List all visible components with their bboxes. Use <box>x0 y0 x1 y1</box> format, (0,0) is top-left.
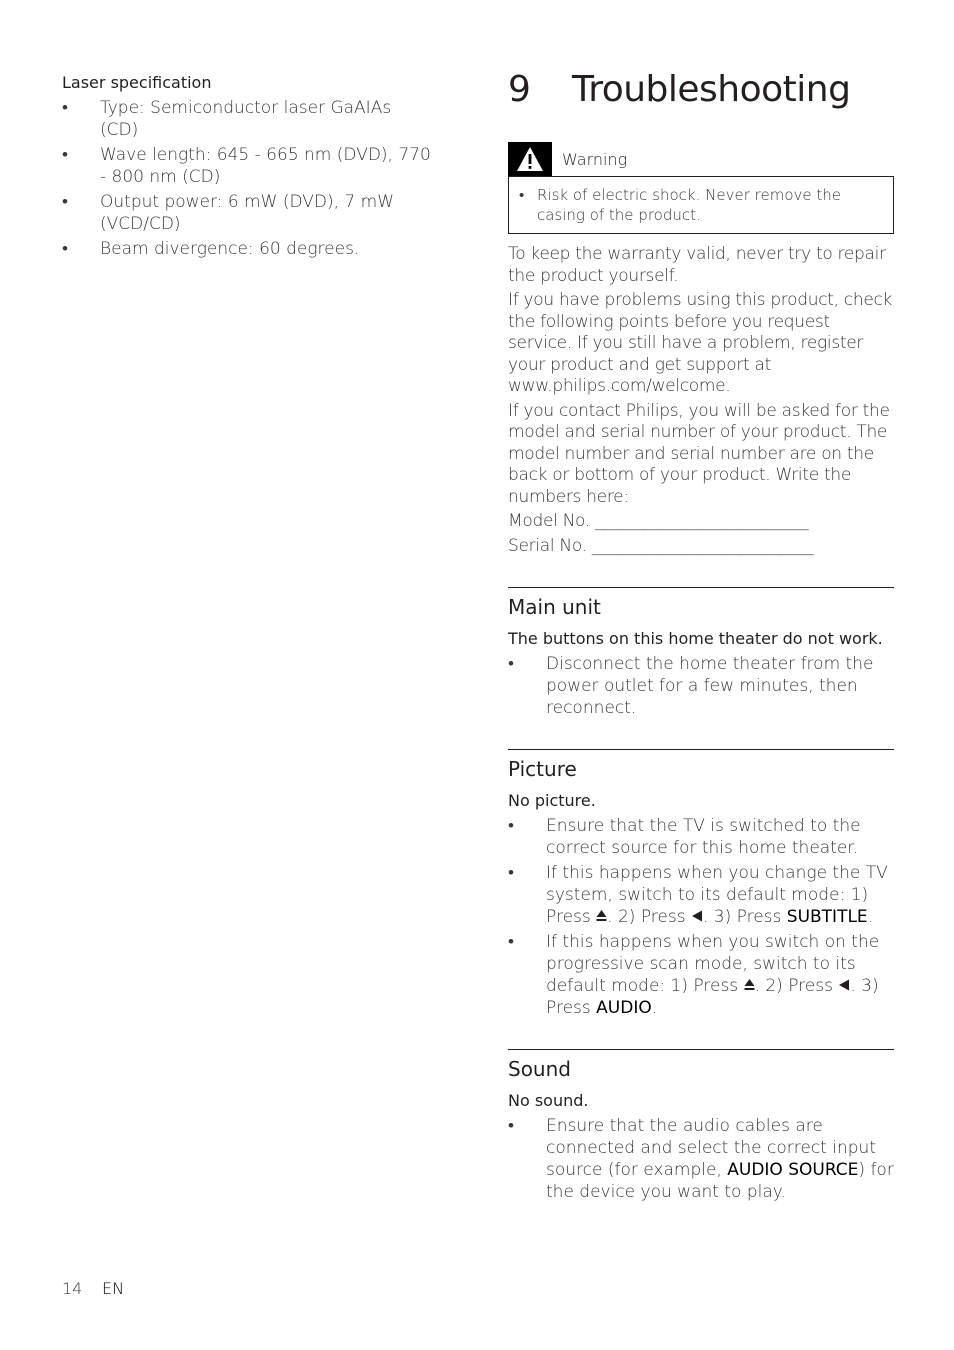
bullet-icon: • <box>508 932 514 952</box>
bullet-icon: • <box>62 98 68 118</box>
list-item: • Disconnect the home theater from the power outlet for a few minutes, then reconnect. <box>508 654 874 718</box>
list-item: • If this happens when you switch on the progressive scan mode, switch to its default mode: 1) Press . 2) Press . 3) Press AUDIO. <box>508 932 880 1018</box>
audio-key: AUDIO <box>596 998 652 1018</box>
laser-spec-block <box>62 72 432 260</box>
bullet-icon: • <box>519 186 525 204</box>
model-number-line: Model No. __________________________ <box>508 511 809 531</box>
bullet-icon: • <box>508 863 514 883</box>
page-footer <box>62 1279 124 1298</box>
warning-header <box>508 142 894 176</box>
warning-box <box>508 176 894 234</box>
left-arrow-icon <box>838 976 850 996</box>
bullet-icon: • <box>62 192 68 212</box>
list-item: • Type: Semiconductor laser GaAIAs (CD) <box>62 98 392 140</box>
language-code: EN <box>102 1279 125 1298</box>
issue-heading: No picture. <box>508 791 596 810</box>
list-item: • Risk of electric shock. Never remove the casing of the product. <box>519 186 841 224</box>
bullet-icon: • <box>508 816 514 836</box>
bullet-icon: • <box>62 239 68 259</box>
audio-source-key: AUDIO SOURCE <box>727 1160 859 1180</box>
intro-paragraph: If you contact Philips, you will be asked for the model and serial number of your product. The model number and serial number are on the back or bottom of your product. Write the numbers here: <box>508 400 890 507</box>
section-title: Picture <box>508 757 577 781</box>
chapter-number: 9 <box>508 69 531 110</box>
page-number: 14 <box>62 1279 83 1298</box>
list-item: • Wave length: 645 - 665 nm (DVD), 770 - 800 nm (CD) <box>62 145 431 187</box>
serial-number-line: Serial No. ___________________________ <box>508 535 814 556</box>
chapter-title-text: Troubleshooting <box>572 69 851 110</box>
eject-icon <box>744 976 755 996</box>
bullet-icon: • <box>62 145 68 165</box>
intro-paragraph: To keep the warranty valid, never try to repair the product yourself. <box>508 244 886 286</box>
list-item: • Beam divergence: 60 degrees. <box>62 239 360 259</box>
eject-icon <box>596 907 607 927</box>
chapter-title <box>508 68 894 112</box>
intro-paragraph: If you have problems using this product, check the following points before you request service. If you still have a problem, register your product and get support at www.philips.com/welcome. <box>508 290 893 396</box>
section-title: Sound <box>508 1057 571 1081</box>
section-sound <box>508 1049 894 1203</box>
left-arrow-icon <box>691 907 703 927</box>
bullet-icon: • <box>508 1116 514 1136</box>
troubleshooting-column <box>508 68 894 1203</box>
issue-heading: No sound. <box>508 1091 589 1110</box>
list-item: • If this happens when you change the TV system, switch to its default mode: 1) Press . 2) Press . 3) Press SUBTITLE. <box>508 863 888 927</box>
bullet-icon: • <box>508 654 514 674</box>
list-item: • Ensure that the TV is switched to the correct source for this home theater. <box>508 816 861 858</box>
list-item: • Output power: 6 mW (DVD), 7 mW (VCD/CD) <box>62 192 394 234</box>
laser-spec-heading: Laser specification <box>62 73 212 92</box>
subtitle-key: SUBTITLE <box>786 907 868 927</box>
section-main-unit <box>508 587 894 719</box>
list-item: • Ensure that the audio cables are connected and select the correct input source (for example, AUDIO SOURCE) for the device you want to play. <box>508 1116 894 1202</box>
warning-icon <box>508 142 552 176</box>
section-title: Main unit <box>508 595 601 619</box>
issue-heading: The buttons on this home theater do not work. <box>508 629 883 648</box>
warning-label: Warning <box>562 149 628 169</box>
section-picture <box>508 749 894 1019</box>
laser-spec-list <box>62 97 432 260</box>
